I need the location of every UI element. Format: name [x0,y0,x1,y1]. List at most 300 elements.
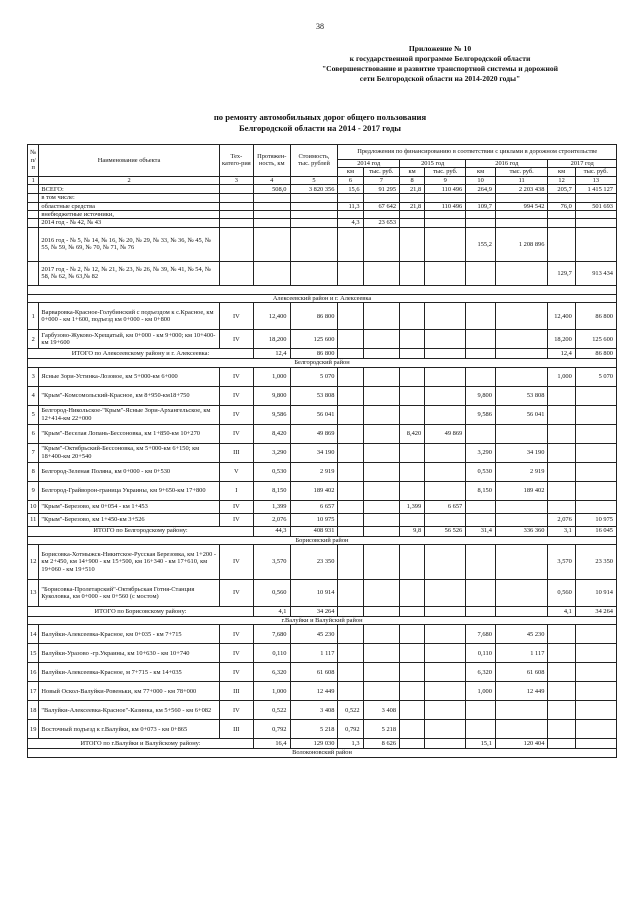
year-value [495,424,548,443]
row-cost: 5 070 [290,367,338,386]
year-value: 61 608 [495,663,548,682]
summary-row [28,194,617,202]
year-value [400,663,425,682]
spacer-row [28,285,617,294]
row-category: IV [219,424,253,443]
spacer-cell [28,285,617,294]
row-length [253,219,290,227]
year-value [575,663,616,682]
year-value: 8,420 [400,424,425,443]
row-category: I [219,481,253,500]
year-value [575,219,616,227]
row-num: 14 [28,625,39,644]
year-value: 1,000 [466,682,496,701]
row-category: IV [219,625,253,644]
total-cost: 86 800 [290,349,338,359]
row-category: IV [219,545,253,580]
row-length: 508,0 [253,185,290,194]
row-category: III [219,720,253,739]
header-rub: тыс. руб. [425,168,466,176]
total-year-value: 4,1 [548,607,575,617]
year-value: 49 869 [425,424,466,443]
year-value [338,424,363,443]
year-value [363,386,400,405]
year-value [363,682,400,701]
year-value [548,211,575,219]
header-year: 2017 год [548,160,617,168]
header-year: 2016 год [466,160,548,168]
row-length: 0,110 [253,644,290,663]
row-num: 2 [28,330,39,349]
year-value [363,443,400,462]
year-value [338,227,363,261]
section-title: Алексеевский район и г. Алексеевка [28,294,617,302]
year-value [363,330,400,349]
year-value [338,481,363,500]
row-num: 4 [28,386,39,405]
header-km: км [466,168,496,176]
table-row [28,580,617,607]
year-value [466,261,496,285]
year-value [363,211,400,219]
row-name: 2014 год - № 42, № 43 [39,219,219,227]
row-num [28,185,39,194]
row-length: 9,800 [253,386,290,405]
year-value [495,367,548,386]
year-value [575,194,616,202]
section-heading-row [28,294,617,302]
header-rub: тыс. руб. [363,168,400,176]
year-value: 2 919 [495,462,548,481]
year-value [466,580,496,607]
year-value [338,261,363,285]
total-length: 16,4 [253,739,290,749]
year-value: 18,200 [548,330,575,349]
section-heading-row [28,536,617,544]
year-value [400,682,425,701]
year-value [548,227,575,261]
year-value [548,219,575,227]
year-value [466,424,496,443]
row-length: 1,000 [253,682,290,701]
year-value [466,219,496,227]
year-value: 264,9 [466,185,496,194]
column-index: 2 [39,176,219,184]
year-value [466,545,496,580]
total-year-value: 15,1 [466,739,496,749]
row-num: 6 [28,424,39,443]
appendix-line: "Совершенствование и развитие транспортной системы и дорожной [321,64,559,73]
row-length: 0,792 [253,720,290,739]
year-value [338,443,363,462]
year-value [425,644,466,663]
section-total-row [28,349,617,359]
year-value: 9,586 [466,405,496,424]
year-value [575,462,616,481]
year-value [363,194,400,202]
section-total-row [28,739,617,749]
year-value [425,386,466,405]
column-index: 7 [363,176,400,184]
year-value [425,303,466,330]
header-name: Наименование объекта [39,145,219,177]
total-year-value: 8 626 [363,739,400,749]
row-cost: 61 608 [290,663,338,682]
year-value: 0,560 [548,580,575,607]
year-value: 994 542 [495,202,548,210]
year-value: 1,000 [548,367,575,386]
row-category: IV [219,330,253,349]
row-name: ВСЕГО: [39,185,219,194]
year-value [338,330,363,349]
row-category [219,219,253,227]
year-value [425,545,466,580]
row-category [219,185,253,194]
table-row [28,500,617,513]
year-value [548,443,575,462]
year-value: 0,522 [338,701,363,720]
year-value [338,682,363,701]
table-row [28,443,617,462]
table-header [28,145,617,177]
total-year-value: 86 800 [575,349,616,359]
row-name: Варваровка-Красное-Голубинский с подъездом к с.Красное, км 0+000 - км 1+600, подъезд км 0+000 - км 0+800 [39,303,219,330]
row-cost: 53 808 [290,386,338,405]
row-name: Ясные Зори-Устинка-Лозовое, км 5+000-км 6+000 [39,367,219,386]
year-value: 11,3 [338,202,363,210]
table-row [28,367,617,386]
year-value [425,481,466,500]
year-value [400,443,425,462]
row-cost: 86 800 [290,303,338,330]
row-cost: 2 919 [290,462,338,481]
column-index: 5 [290,176,338,184]
year-value [338,500,363,513]
year-value [338,644,363,663]
row-length [253,202,290,210]
row-cost: 189 402 [290,481,338,500]
row-length: 1,399 [253,500,290,513]
row-name: Белгород-Зеленая Поляна, км 0+000 - км 0+530 [39,462,219,481]
year-value [466,194,496,202]
column-index: 13 [575,176,616,184]
row-num: 19 [28,720,39,739]
year-value [363,663,400,682]
total-year-value [400,349,425,359]
year-value [466,330,496,349]
table-row [28,701,617,720]
header-num: № п/п [28,145,39,177]
column-index: 12 [548,176,575,184]
row-num: 13 [28,580,39,607]
table-row [28,303,617,330]
year-value [338,513,363,526]
table-body [28,176,617,757]
year-value [400,625,425,644]
year-value [363,513,400,526]
year-value: 6,320 [466,663,496,682]
table-row [28,682,617,701]
row-category: IV [219,513,253,526]
total-year-value [466,607,496,617]
year-value: 110 496 [425,202,466,210]
year-value [425,701,466,720]
year-value [363,500,400,513]
year-value: 2 203 438 [495,185,548,194]
total-name: ИТОГО по Алексеевскому району и г. Алексеевка: [28,349,254,359]
year-value: 91 295 [363,185,400,194]
row-name: "Крым"-Веселая Лопань-Бессоновка, км 1+850-км 10+270 [39,424,219,443]
year-value [548,663,575,682]
year-value [400,580,425,607]
row-cost [290,261,338,285]
year-value [495,261,548,285]
year-value [363,367,400,386]
year-value [425,227,466,261]
year-value [466,500,496,513]
year-value [363,303,400,330]
year-value [575,443,616,462]
total-year-value [425,349,466,359]
year-value [548,386,575,405]
year-value [466,303,496,330]
year-value: 34 190 [495,443,548,462]
year-value [495,545,548,580]
year-value: 109,7 [466,202,496,210]
year-value [575,682,616,701]
row-name: "Валуйки-Алексеевка-Красное"-Казинка, км 5+560 - км 6+082 [39,701,219,720]
column-index: 6 [338,176,363,184]
summary-row [28,185,617,194]
year-value [425,405,466,424]
row-category [219,261,253,285]
row-cost [290,227,338,261]
year-value [400,481,425,500]
table-row [28,663,617,682]
page-number: 38 [316,22,324,31]
column-index: 4 [253,176,290,184]
row-num [28,227,39,261]
row-num: 15 [28,644,39,663]
row-name: "Крым"-Березово, км 1+450-км 3+526 [39,513,219,526]
row-num: 5 [28,405,39,424]
total-cost: 129 030 [290,739,338,749]
year-value [466,720,496,739]
year-value: 8,150 [466,481,496,500]
year-value [495,219,548,227]
row-length: 9,586 [253,405,290,424]
row-cost: 5 218 [290,720,338,739]
year-value: 10 975 [575,513,616,526]
year-value [425,194,466,202]
summary-row [28,202,617,210]
row-name: 2016 год - № 5, № 14, № 16, № 20, № 29, № 33, № 36, № 45, № 55, № 59, № 69, № 70, № 71, № 76 [39,227,219,261]
row-num: 18 [28,701,39,720]
row-length: 8,150 [253,481,290,500]
year-value [548,424,575,443]
year-value [575,227,616,261]
year-value: 3,570 [548,545,575,580]
section-heading-row [28,617,617,625]
appendix-heading [260,44,620,84]
table-row [28,424,617,443]
row-length: 18,200 [253,330,290,349]
title-line: по ремонту автомобильных дорог общего пользования [213,112,427,122]
row-category: V [219,462,253,481]
row-length: 1,000 [253,367,290,386]
year-value [400,545,425,580]
row-name: Новый Оскол-Валуйки-Ровеньки, км 77+000 - км 78+000 [39,682,219,701]
title-line: Белгородской области на 2014 - 2017 годы [238,123,402,133]
row-num [28,211,39,219]
year-value: 23 653 [363,219,400,227]
row-category [219,211,253,219]
year-value [548,701,575,720]
year-value [400,513,425,526]
total-year-value: 34 264 [575,607,616,617]
row-name: "Крым"-Октябрьский-Бессоновка, км 5+000-км 6+150; км 18+400-км 20+540 [39,443,219,462]
year-value [338,367,363,386]
row-name: в том числе: [39,194,219,202]
appendix-line: сети Белгородской области на 2014-2020 годы" [359,74,521,83]
total-year-value: 56 526 [425,526,466,536]
total-year-value: 120 404 [495,739,548,749]
year-value [338,194,363,202]
year-value [575,386,616,405]
header-year: 2014 год [338,160,400,168]
row-name: Валуйки-Алексеевка-Красное, м 7+715 - км 14+035 [39,663,219,682]
year-value: 4,3 [338,219,363,227]
year-value [400,720,425,739]
row-cost [290,194,338,202]
year-value: 110 496 [425,185,466,194]
year-value: 9,800 [466,386,496,405]
summary-row [28,261,617,285]
year-value [548,405,575,424]
row-length: 0,530 [253,462,290,481]
year-value: 12,400 [548,303,575,330]
total-name: ИТОГО по Белгородскому району: [28,526,254,536]
total-year-value: 16 045 [575,526,616,536]
year-value [363,625,400,644]
year-value: 2,076 [548,513,575,526]
row-cost: 125 600 [290,330,338,349]
header-cost: Стоимость, тыс. рублей [290,145,338,177]
row-num [28,261,39,285]
year-value [548,644,575,663]
year-value [495,303,548,330]
row-category: IV [219,367,253,386]
section-title: г.Валуйки и Валуйский район [28,617,617,625]
total-year-value: 336 360 [495,526,548,536]
row-cost: 12 449 [290,682,338,701]
year-value [425,330,466,349]
year-value: 1,399 [400,500,425,513]
year-value [363,580,400,607]
year-value [575,625,616,644]
year-value: 3,290 [466,443,496,462]
year-value: 76,0 [548,202,575,210]
column-index-row [28,176,617,184]
year-value [400,330,425,349]
row-num: 7 [28,443,39,462]
row-category: IV [219,701,253,720]
year-value: 913 434 [575,261,616,285]
row-cost: 6 657 [290,500,338,513]
summary-row [28,227,617,261]
row-category: IV [219,500,253,513]
year-value [425,580,466,607]
year-value [575,424,616,443]
year-value [400,211,425,219]
row-num [28,202,39,210]
total-length: 4,1 [253,607,290,617]
year-value [548,682,575,701]
year-value: 45 230 [495,625,548,644]
row-length: 7,680 [253,625,290,644]
year-value: 155,2 [466,227,496,261]
row-num: 8 [28,462,39,481]
row-cost [290,219,338,227]
year-value: 0,110 [466,644,496,663]
row-length: 6,320 [253,663,290,682]
year-value [575,701,616,720]
total-name: ИТОГО по Борисовскому району: [28,607,254,617]
table-row [28,513,617,526]
total-year-value [495,607,548,617]
year-value: 1 117 [495,644,548,663]
year-value [338,663,363,682]
year-value [466,701,496,720]
year-value [363,644,400,663]
year-value [495,701,548,720]
total-length: 44,3 [253,526,290,536]
row-cost: 10 975 [290,513,338,526]
row-cost: 49 869 [290,424,338,443]
row-num: 3 [28,367,39,386]
year-value: 67 642 [363,202,400,210]
year-value [548,625,575,644]
appendix-line: Приложение № 10 [408,44,472,53]
year-value [425,261,466,285]
header-km: км [400,168,425,176]
row-category [219,202,253,210]
year-value [575,644,616,663]
year-value [548,462,575,481]
total-year-value: 1,3 [338,739,363,749]
row-name: Белгород-Никольское-"Крым"-Ясные Зори-Архангельское, км 12+414-км 22+000 [39,405,219,424]
total-year-value [338,526,363,536]
row-cost [290,202,338,210]
year-value: 53 808 [495,386,548,405]
year-value [400,303,425,330]
row-category [219,227,253,261]
row-length [253,211,290,219]
year-value: 15,6 [338,185,363,194]
year-value [575,211,616,219]
year-value [466,211,496,219]
row-name: 2017 год - № 2, № 12, № 21, № 23, № 26, № 39, № 41, № 54, № 58, № 62, № 63,№ 82 [39,261,219,285]
section-title: Белгородский район [28,359,617,367]
year-value [363,545,400,580]
column-index: 3 [219,176,253,184]
table-row [28,462,617,481]
row-num: 9 [28,481,39,500]
total-year-value [548,739,575,749]
year-value [400,261,425,285]
total-year-value [400,607,425,617]
row-cost: 3 408 [290,701,338,720]
